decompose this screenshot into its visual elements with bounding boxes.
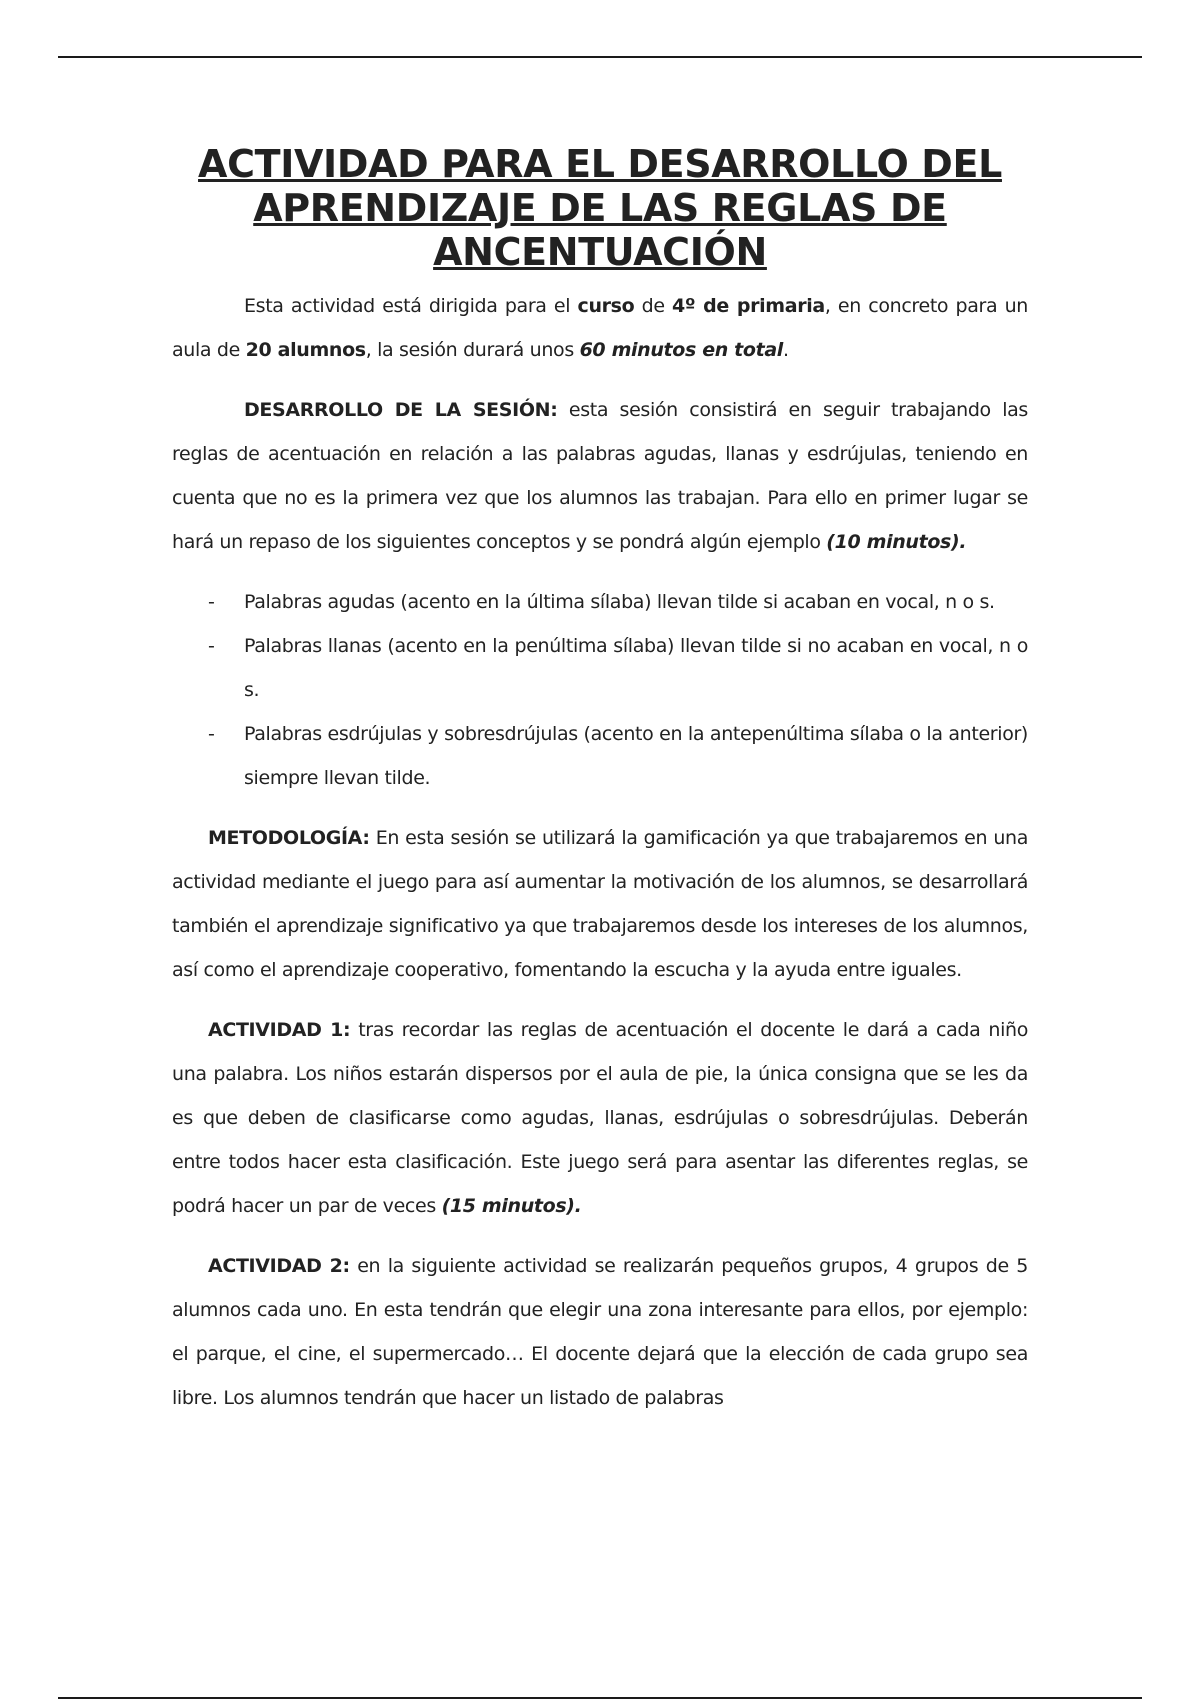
metodologia-paragraph [172, 816, 1028, 992]
title-line-1: ACTIVIDAD PARA EL DESARROLLO DEL APRENDIZAJE DE LAS REGLAS DE [198, 142, 1002, 230]
actividad-1-text: tras recordar las reglas de acentuación el docente le dará a cada niño una palabra. Los niños estarán dispersos por el aula de pie, la única consigna que se les da es que deben de clasificarse como agudas, llanas, esdrújulas o sobresdrújulas. Deberán entre todos hacer esta clasificación. Este juego será para asentar las diferentes reglas, se podrá hacer un par de veces [172, 1019, 1028, 1217]
intro-text-1: Esta actividad está dirigida para el [244, 295, 578, 317]
intro-bold-curso: curso [577, 295, 635, 317]
list-item-text: Palabras esdrújulas y sobresdrújulas (acento en la antepenúltima sílaba o la anterior) siempre llevan tilde. [244, 723, 1028, 789]
list-item-text: Palabras agudas (acento en la última sílaba) llevan tilde si acaban en vocal, n o s. [244, 591, 995, 613]
desarrollo-paragraph [172, 388, 1028, 564]
metodologia-text: En esta sesión se utilizará la gamificación ya que trabajaremos en una actividad mediante el juego para así aumentar la motivación de los alumnos, se desarrollará también el aprendizaje significativo ya que trabajaremos desde los intereses de los alumnos, así como el aprendizaje cooperativo, fomentando la escucha y la ayuda entre iguales. [172, 827, 1028, 981]
actividad-2-heading: ACTIVIDAD 2: [208, 1255, 350, 1277]
intro-text-2: de [634, 295, 673, 317]
intro-text-4: , la sesión durará unos [365, 339, 580, 361]
rules-list [172, 580, 1028, 800]
desarrollo-time: (10 minutos). [826, 531, 967, 553]
top-rule [58, 56, 1142, 58]
intro-paragraph [172, 284, 1028, 372]
bottom-rule [58, 1697, 1142, 1699]
document-title [172, 142, 1028, 274]
actividad-2-text: en la siguiente actividad se realizarán pequeños grupos, 4 grupos de 5 alumnos cada uno. En esta tendrán que elegir una zona interesante para ellos, por ejemplo: el parque, el cine, el supermercado… El docente dejará que la elección de cada grupo sea libre. Los alumnos tendrán que hacer un listado de palabras [172, 1255, 1028, 1409]
list-dash-marker: - [208, 723, 215, 745]
intro-text-3: , en concreto para un aula de [172, 295, 1029, 361]
list-dash-marker: - [208, 635, 215, 657]
actividad-1-heading: ACTIVIDAD 1: [208, 1019, 351, 1041]
actividad-1-paragraph [172, 1008, 1028, 1228]
title-line-2: ANCENTUACIÓN [433, 230, 767, 274]
actividad-1-time: (15 minutos). [441, 1195, 582, 1217]
document-page [172, 142, 1028, 1436]
desarrollo-heading: DESARROLLO DE LA SESIÓN: [244, 399, 558, 421]
metodologia-heading: METODOLOGÍA: [208, 827, 370, 849]
intro-bold-grade: 4º de primaria [672, 295, 825, 317]
list-item-text: Palabras llanas (acento en la penúltima sílaba) llevan tilde si no acaban en vocal, n o s. [244, 635, 1028, 701]
actividad-2-paragraph [172, 1244, 1028, 1420]
list-item [172, 712, 1028, 800]
intro-bold-students: 20 alumnos [245, 339, 366, 361]
desarrollo-text: esta sesión consistirá en seguir trabajando las reglas de acentuación en relación a las palabras agudas, llanas y esdrújulas, teniendo en cuenta que no es la primera vez que los alumnos las trabajan. Para ello en primer lugar se hará un repaso de los siguientes conceptos y se pondrá algún ejemplo [172, 399, 1028, 553]
intro-duration: 60 minutos en total [579, 339, 783, 361]
list-item [172, 580, 1028, 624]
list-item [172, 624, 1028, 712]
intro-text-5: . [782, 339, 789, 361]
list-dash-marker: - [208, 591, 215, 613]
